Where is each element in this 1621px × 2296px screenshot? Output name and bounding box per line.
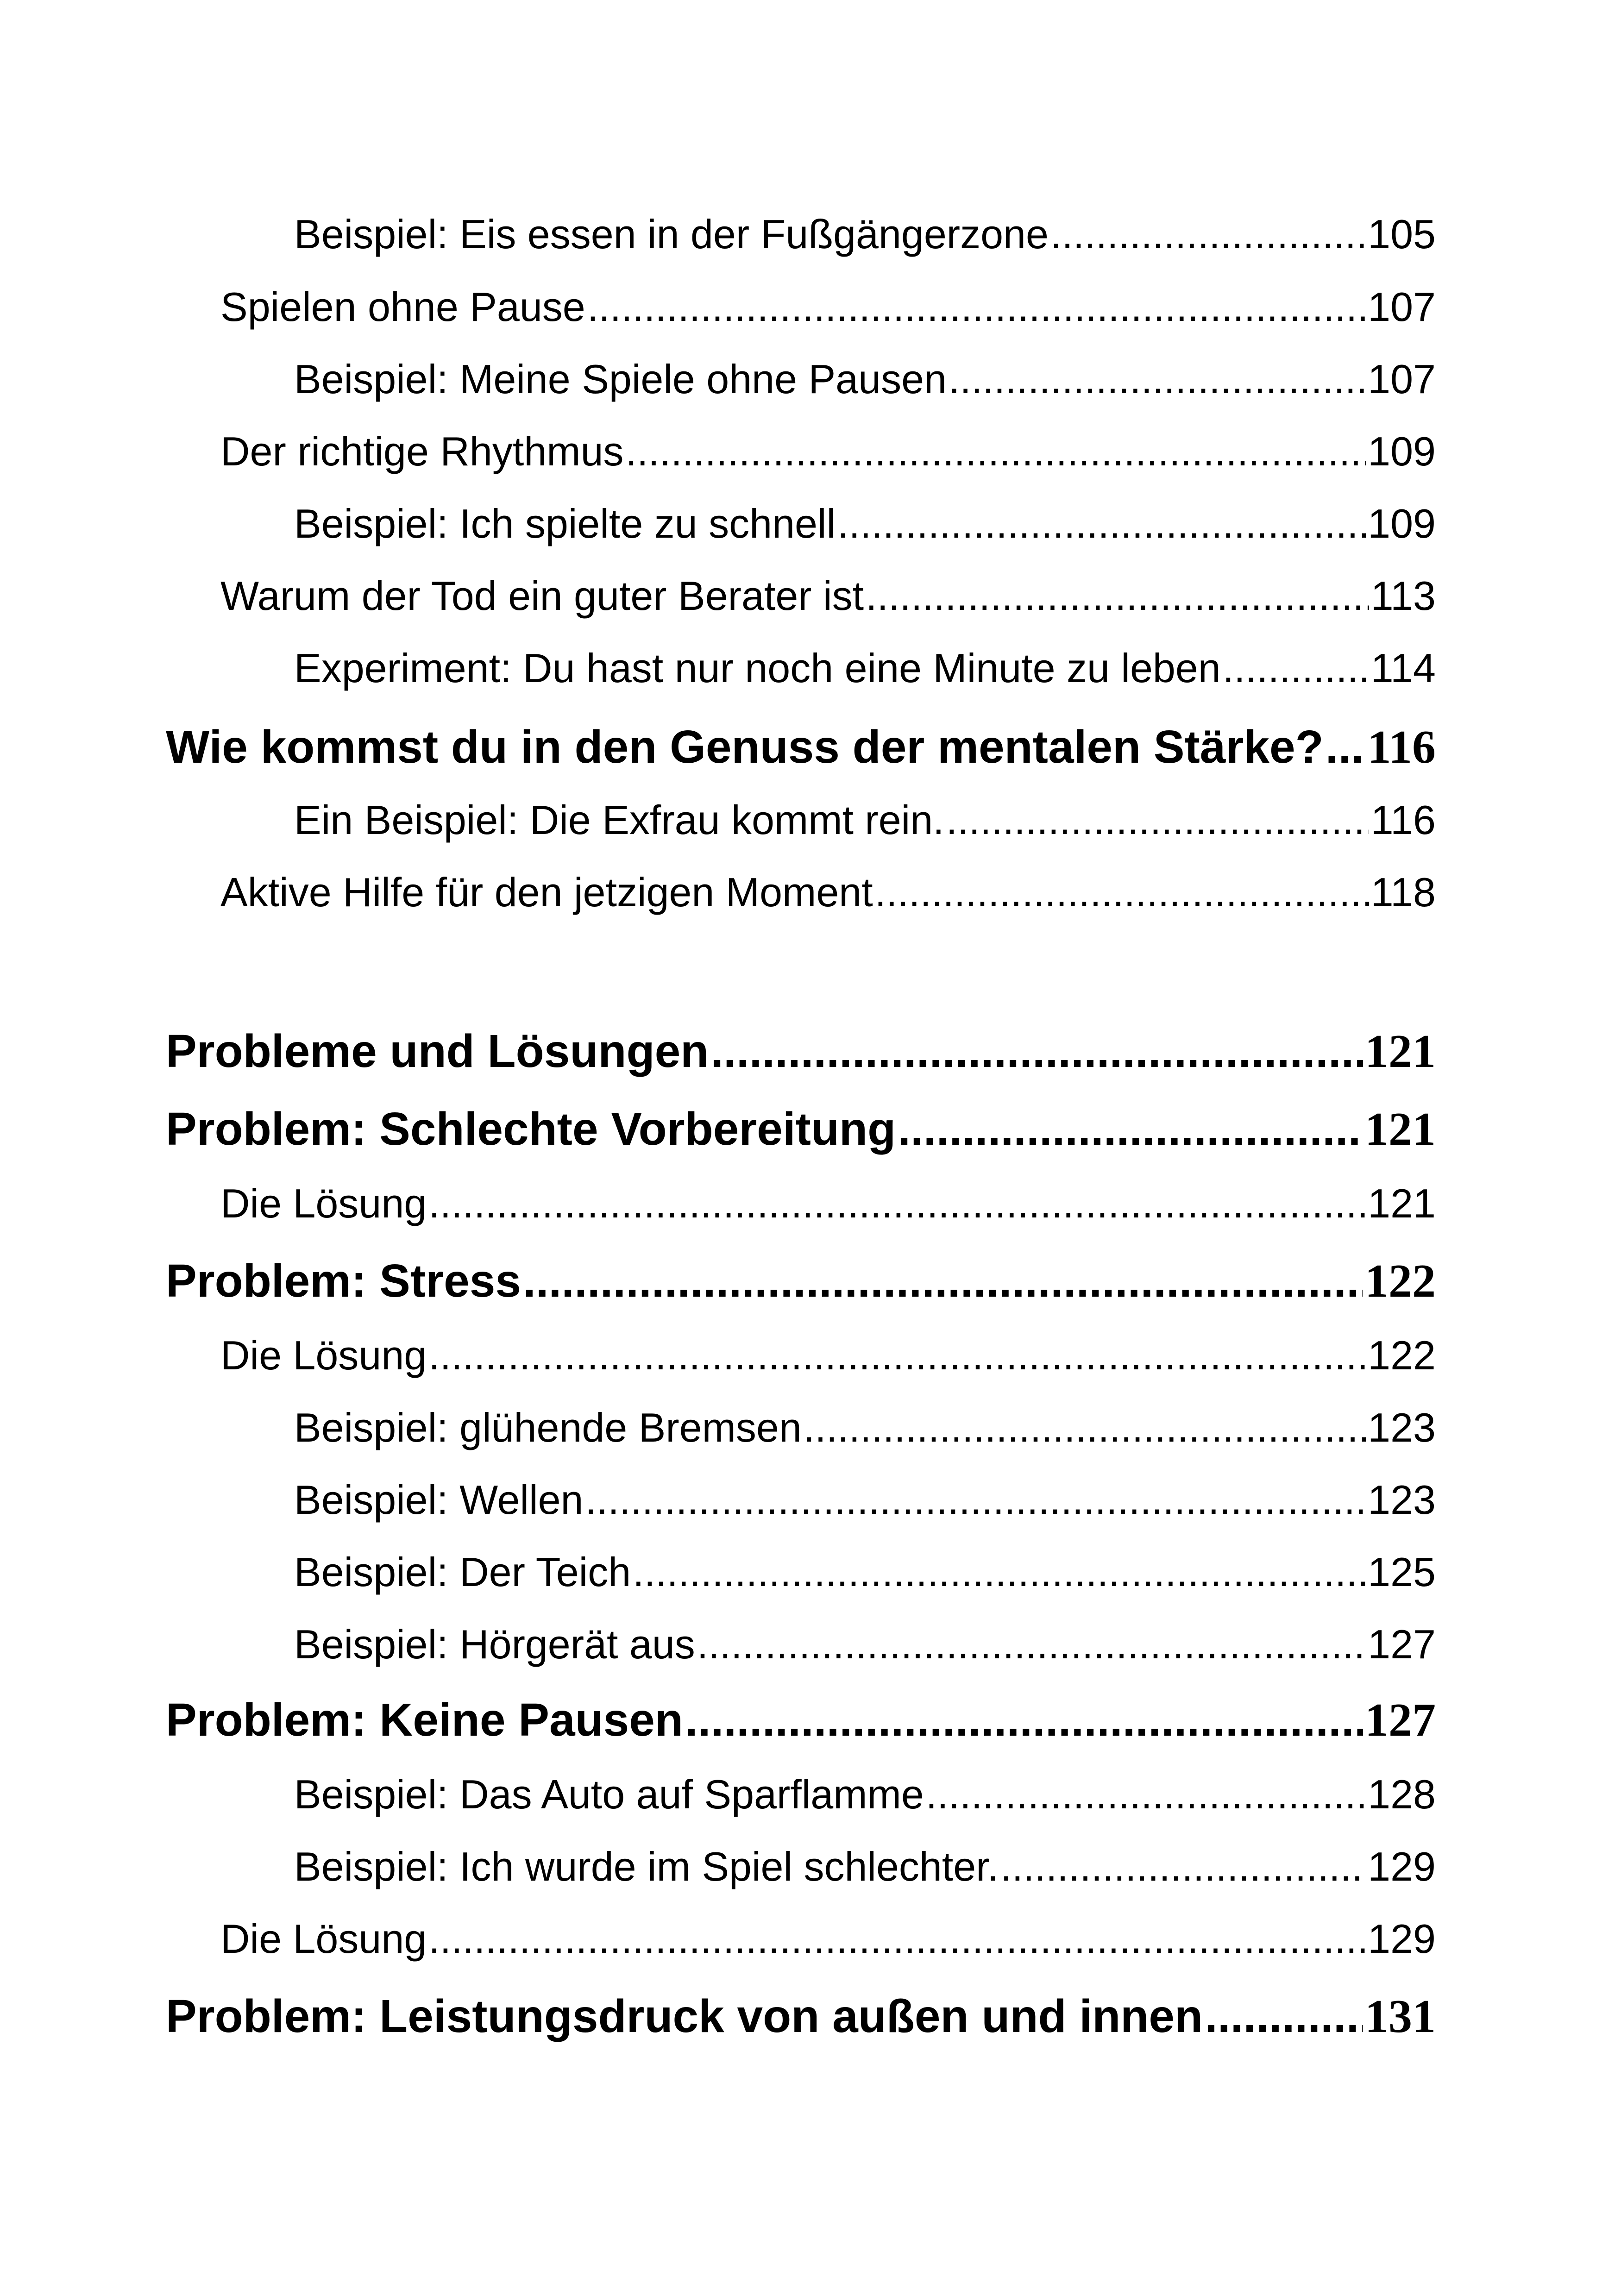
- toc-heading[interactable]: [166, 1024, 1436, 1079]
- toc-entry-page: 129: [1368, 1916, 1436, 1962]
- toc-entry[interactable]: [220, 428, 1436, 475]
- toc-entry-page: 125: [1368, 1549, 1436, 1595]
- dot-leader: [804, 1404, 1366, 1451]
- toc-entry[interactable]: [220, 283, 1436, 331]
- toc-entry[interactable]: [294, 645, 1436, 692]
- toc-entry-page: 116: [1370, 797, 1436, 843]
- toc-entry-label: Spielen ohne Pause: [220, 284, 585, 330]
- toc-entry[interactable]: [220, 1332, 1436, 1379]
- dot-leader: [1326, 721, 1366, 774]
- dot-leader: [1205, 1990, 1363, 2043]
- toc-heading-page: 121: [1365, 1025, 1436, 1078]
- toc-entry-page: 127: [1368, 1621, 1436, 1667]
- toc-entry-page: 109: [1368, 428, 1436, 474]
- toc-entry[interactable]: [220, 869, 1436, 916]
- toc-heading[interactable]: [166, 1989, 1436, 2044]
- toc-entry[interactable]: [294, 797, 1436, 844]
- toc-entry[interactable]: [294, 211, 1436, 258]
- toc-heading[interactable]: [166, 1102, 1436, 1156]
- dot-leader: [926, 1771, 1366, 1818]
- dot-leader: [1223, 645, 1369, 692]
- toc-entry-label: Die Lösung: [220, 1916, 427, 1962]
- dot-leader: [428, 1332, 1366, 1379]
- toc-entry[interactable]: [220, 1915, 1436, 1963]
- dot-leader: [1000, 1843, 1366, 1890]
- toc-entry-page: 105: [1368, 211, 1436, 257]
- dot-leader: [428, 1915, 1366, 1963]
- toc-heading[interactable]: [166, 1693, 1436, 1747]
- dot-leader: [523, 1255, 1363, 1308]
- toc-entry[interactable]: [294, 1621, 1436, 1668]
- dot-leader: [428, 1180, 1366, 1227]
- toc-heading-label: Problem: Leistungsdruck von außen und innen: [166, 1990, 1203, 2042]
- toc-entry[interactable]: [294, 1771, 1436, 1818]
- dot-leader: [837, 500, 1366, 547]
- toc-entry-label: Warum der Tod ein guter Berater ist: [220, 573, 864, 619]
- toc-entry[interactable]: [294, 1404, 1436, 1451]
- toc-heading-page: 122: [1365, 1255, 1436, 1307]
- toc-heading[interactable]: [166, 720, 1436, 774]
- toc-entry-label: Beispiel: Hörgerät aus: [294, 1621, 695, 1667]
- toc-entry-page: 129: [1368, 1844, 1436, 1889]
- toc-entry-page: 121: [1368, 1180, 1436, 1226]
- toc-entry-page: 123: [1368, 1477, 1436, 1523]
- dot-leader: [949, 356, 1366, 403]
- toc-entry-label: Beispiel: Das Auto auf Sparflamme: [294, 1771, 924, 1817]
- toc-entry-page: 114: [1370, 645, 1436, 691]
- toc-entry-label: Der richtige Rhythmus: [220, 428, 624, 474]
- toc-entry-label: Ein Beispiel: Die Exfrau kommt rein.: [294, 797, 944, 843]
- toc-heading-page: 121: [1365, 1103, 1436, 1155]
- toc-entry-page: 123: [1368, 1405, 1436, 1450]
- toc-heading-label: Problem: Schlechte Vorbereitung: [166, 1103, 896, 1155]
- toc-entry-label: Beispiel: Ich wurde im Spiel schlechter.: [294, 1844, 999, 1889]
- toc-entry-label: Beispiel: Eis essen in der Fußgängerzone: [294, 211, 1049, 257]
- dot-leader: [710, 1025, 1363, 1078]
- toc-entry-label: Die Lösung: [220, 1180, 427, 1226]
- toc-entry[interactable]: [294, 500, 1436, 547]
- dot-leader: [946, 797, 1369, 844]
- toc-entry-page: 122: [1368, 1332, 1436, 1378]
- toc-heading-page: 116: [1367, 721, 1436, 773]
- toc-entry-label: Beispiel: Der Teich: [294, 1549, 631, 1595]
- toc-entry-label: Experiment: Du hast nur noch eine Minute zu leben: [294, 645, 1221, 691]
- toc-entry[interactable]: [294, 1549, 1436, 1596]
- toc-entry[interactable]: [220, 572, 1436, 620]
- toc-heading[interactable]: [166, 1254, 1436, 1308]
- dot-leader: [587, 283, 1366, 331]
- toc-entry-label: Aktive Hilfe für den jetzigen Moment: [220, 869, 873, 915]
- dot-leader: [866, 572, 1369, 620]
- toc-heading-page: 127: [1365, 1694, 1436, 1746]
- toc-entry-page: 113: [1370, 573, 1436, 619]
- dot-leader: [633, 1549, 1366, 1596]
- dot-leader: [626, 428, 1366, 475]
- toc-entry-label: Beispiel: Ich spielte zu schnell: [294, 501, 836, 546]
- toc-entry-page: 128: [1368, 1771, 1436, 1817]
- toc-heading-label: Probleme und Lösungen: [166, 1025, 709, 1077]
- dot-leader: [1050, 211, 1366, 258]
- dot-leader: [697, 1621, 1366, 1668]
- dot-leader: [685, 1694, 1363, 1747]
- toc-entry[interactable]: [220, 1180, 1436, 1227]
- toc-entry-label: Beispiel: Meine Spiele ohne Pausen: [294, 356, 947, 402]
- dot-leader: [585, 1476, 1366, 1524]
- toc-entry[interactable]: [294, 356, 1436, 403]
- toc-heading-label: Problem: Stress: [166, 1255, 521, 1307]
- toc-heading-page: 131: [1365, 1990, 1436, 2043]
- toc-entry-page: 109: [1368, 501, 1436, 546]
- toc-entry-page: 107: [1368, 284, 1436, 330]
- toc-heading-label: Wie kommst du in den Genuss der mentalen Stärke?: [166, 721, 1324, 773]
- toc-entry-page: 107: [1368, 356, 1436, 402]
- dot-leader: [898, 1103, 1363, 1156]
- toc-entry[interactable]: [294, 1476, 1436, 1524]
- toc-entry-label: Beispiel: Wellen: [294, 1477, 584, 1523]
- toc-entry-page: 118: [1370, 869, 1436, 915]
- toc-entry-label: Beispiel: glühende Bremsen: [294, 1405, 802, 1450]
- toc-heading-label: Problem: Keine Pausen: [166, 1694, 683, 1746]
- toc-entry[interactable]: [294, 1843, 1436, 1890]
- toc-entry-label: Die Lösung: [220, 1332, 427, 1378]
- dot-leader: [875, 869, 1369, 916]
